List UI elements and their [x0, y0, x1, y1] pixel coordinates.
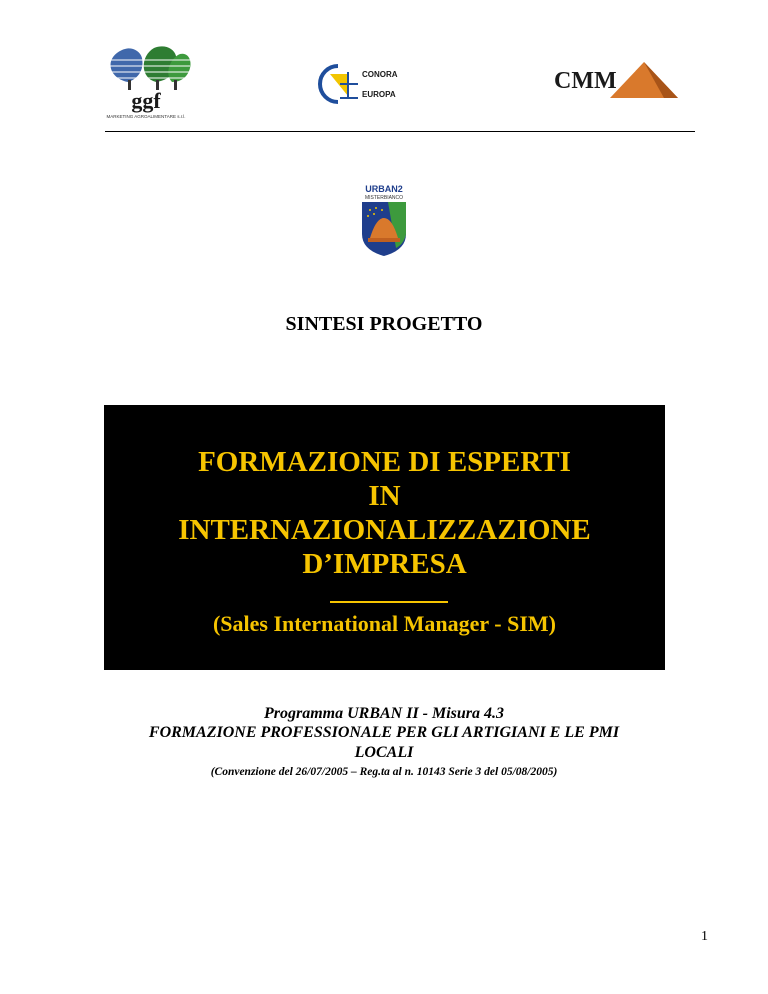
- urban2-title: URBAN2: [365, 184, 403, 194]
- title-line-2: IN: [368, 480, 401, 512]
- ggf-logo: [100, 42, 192, 120]
- ggf-wordmark: ggf: [131, 88, 161, 113]
- title-subtitle: (Sales International Manager - SIM): [212, 611, 557, 636]
- title-line-3: INTERNAZIONALIZZAZIONE: [178, 514, 591, 546]
- conora-europa-logo: [318, 64, 418, 104]
- cmm-wordmark: CMM: [554, 68, 617, 94]
- europa-text: EUROPA: [362, 90, 396, 99]
- urban2-subtitle: MISTERBIANCO: [364, 195, 404, 201]
- title-line-1: FORMAZIONE DI ESPERTI: [198, 446, 571, 478]
- ggf-caption: MARKETING AGROALIMENTARE s.r.l.: [106, 114, 186, 119]
- program-name: Programma URBAN II - Misura 4.3: [263, 705, 505, 722]
- conora-text: CONORA: [362, 70, 398, 79]
- document-heading: SINTESI PROGETTO: [285, 313, 483, 335]
- header-divider: [105, 131, 695, 132]
- program-description-cont: LOCALI: [354, 744, 414, 761]
- program-description: FORMAZIONE PROFESSIONALE PER GLI ARTIGIANI E LE PMI: [148, 724, 620, 741]
- cmm-logo: [552, 58, 680, 104]
- convention-note: (Convenzione del 26/07/2005 – Reg.ta al n. 10143 Serie 3 del 05/08/2005): [210, 766, 558, 778]
- title-line-4: D’IMPRESA: [302, 548, 467, 580]
- urban2-logo: [356, 184, 412, 258]
- title-box: [104, 405, 665, 670]
- title-underline: [330, 601, 448, 603]
- page-number: 1: [701, 929, 708, 944]
